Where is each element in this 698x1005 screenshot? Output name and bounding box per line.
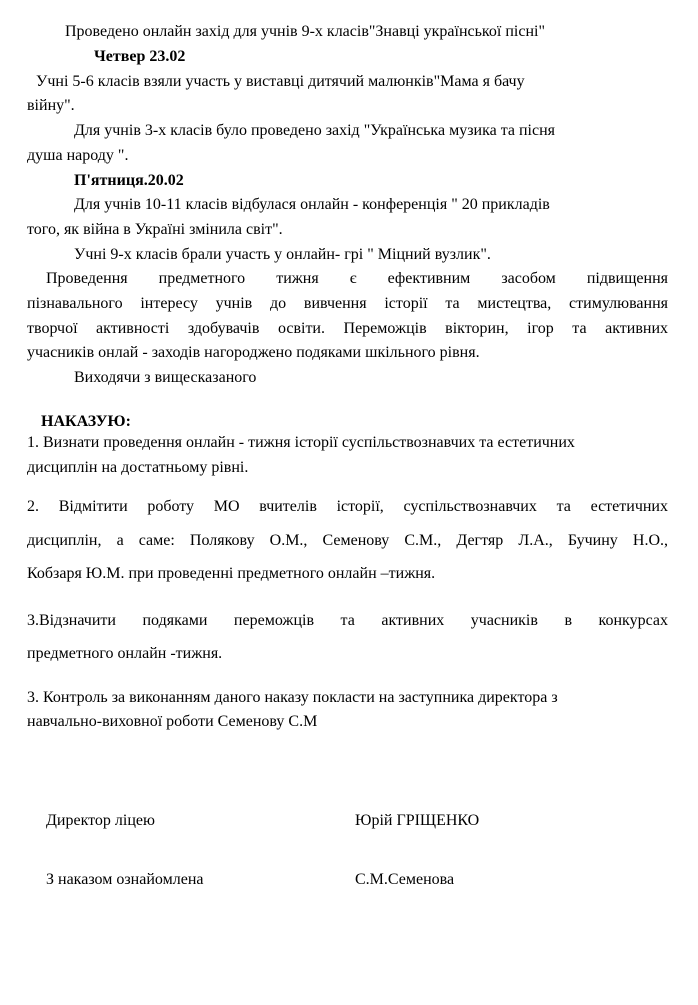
paragraph-line: душа народу ".	[27, 147, 129, 164]
summary-line: Виходячи з вищесказаного	[74, 369, 257, 386]
paragraph-line: Учні 5-6 класів взяли участь у виставці дитячий малюнків"Мама я бачу	[36, 73, 525, 90]
order-item-line: Кобзаря Ю.М. при проведенні предметного онлайн –тижня.	[27, 565, 436, 582]
order-item-line: 3. Контроль за виконанням даного наказу покласти на заступника директора з	[27, 689, 558, 706]
summary-line: учасників онлай - заходів нагороджено подяками шкільного рівня.	[27, 344, 480, 361]
order-item-line: навчально-виховної роботи Семенову С.М	[27, 713, 318, 730]
summary-line: пізнавального інтересу учнів до вивчення історії та мистецтва, стимулювання	[27, 295, 668, 312]
summary-line: Проведення предметного тижня є ефективним засобом підвищення	[46, 270, 668, 287]
friday-heading: П'ятниця.20.02	[74, 172, 184, 189]
acknowledgement-name: С.М.Семенова	[355, 871, 455, 888]
order-item-line: дисциплін, а саме: Полякову О.М., Семенову С.М., Дегтяр Л.А., Бучину Н.О.,	[27, 532, 668, 549]
order-item-line: 3.Відзначити подяками переможців та активних учасників в конкурсах	[27, 612, 668, 629]
thursday-heading: Четвер 23.02	[94, 48, 186, 65]
acknowledgement-label: З наказом ознайомлена	[46, 871, 204, 888]
director-name: Юрій ГРІЩЕНКО	[355, 812, 480, 829]
order-item-line: 2. Відмітити роботу МО вчителів історії, суспільствознавчих та естетичних	[27, 498, 668, 515]
paragraph-line: Для учнів 10-11 класів відбулася онлайн - конференція " 20 прикладів	[74, 196, 550, 213]
summary-line: творчої активності здобувачів освіти. Переможців вікторин, ігор та активних	[27, 320, 668, 337]
paragraph-line: Учні 9-х класів брали участь у онлайн- грі " Міцний вузлик".	[74, 246, 491, 263]
order-item-line: дисциплін на достатньому рівні.	[27, 459, 249, 476]
director-title: Директор ліцею	[46, 812, 155, 829]
paragraph-line: того, як війна в Україні змінила світ".	[27, 221, 283, 238]
intro-line: Проведено онлайн захід для учнів 9-х класів"Знавці української пісні"	[65, 23, 545, 40]
paragraph-line: Для учнів 3-х класів було проведено захід "Українська музика та пісня	[74, 122, 556, 139]
order-heading: НАКАЗУЮ:	[41, 413, 131, 430]
order-item-line: предметного онлайн -тижня.	[27, 645, 223, 662]
order-item-line: 1. Визнати проведення онлайн - тижня історії суспільствознавчих та естетичних	[27, 434, 575, 451]
paragraph-line: війну".	[27, 97, 75, 114]
